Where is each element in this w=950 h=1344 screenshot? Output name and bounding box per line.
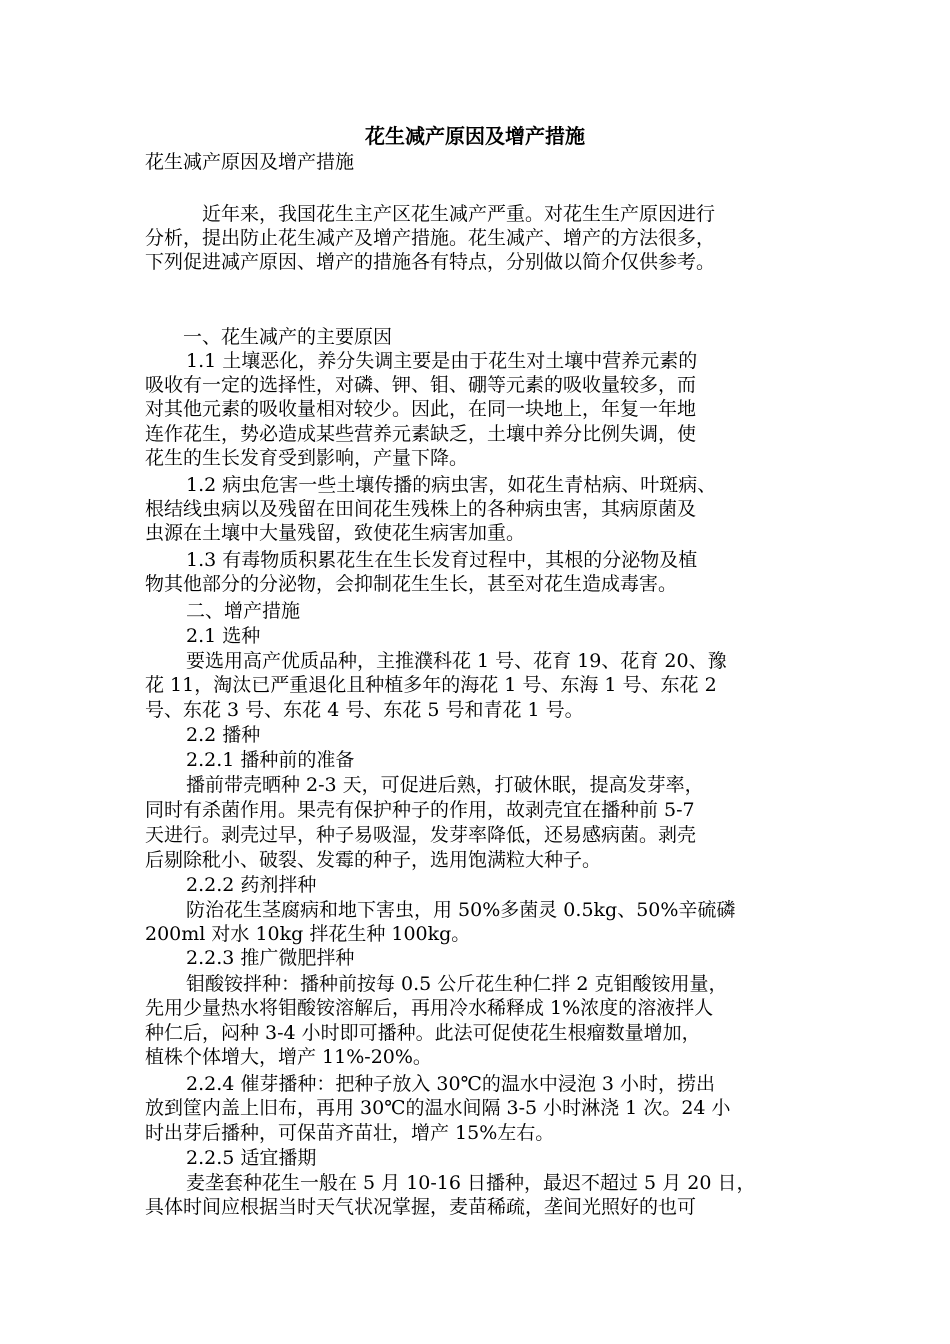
section-heading: 二、增产措施 — [186, 600, 301, 622]
paragraph-line: 吸收有一定的选择性，对磷、钾、钼、硼等元素的吸收量较多，而 — [145, 374, 697, 396]
paragraph-line: 植株个体增大，增产 11%-20%。 — [145, 1046, 432, 1068]
paragraph-line: 分析，提出防止花生减产及增产措施。花生减产、增产的方法很多， — [145, 227, 716, 249]
paragraph-line: 天进行。剥壳过早，种子易吸湿，发芽率降低，还易感病菌。剥壳 — [145, 824, 697, 846]
paragraph-line: 麦垄套种花生一般在 5 月 10-16 日播种，最迟不超过 5 月 20 日， — [186, 1172, 756, 1194]
paragraph-line: 下列促进减产原因、增产的措施各有特点，分别做以简介仅供参考。 — [145, 251, 716, 273]
paragraph-line: 防治花生茎腐病和地下害虫，用 50%多菌灵 0.5kg、50%辛硫磷 — [186, 899, 736, 921]
paragraph-line: 根结线虫病以及残留在田间花生残株上的各种病虫害，其病原菌及 — [145, 498, 697, 520]
paragraph-line: 钼酸铵拌种：播种前按每 0.5 公斤花生种仁拌 2 克钼酸铵用量， — [186, 973, 728, 995]
paragraph-line: 号、东花 3 号、东花 4 号、东花 5 号和青花 1 号。 — [145, 699, 584, 721]
section-heading: 一、花生减产的主要原因 — [183, 326, 393, 348]
paragraph-line: 放到筐内盖上旧布，再用 30℃的温水间隔 3-5 小时淋浇 1 次。24 小 — [145, 1097, 731, 1119]
paragraph-line: 1.3 有毒物质积累花生在生长发育过程中，其根的分泌物及植 — [186, 549, 698, 571]
paragraph-line: 时出芽后播种，可保苗齐苗壮，增产 15%左右。 — [145, 1122, 555, 1144]
paragraph-line: 同时有杀菌作用。果壳有保护种子的作用，故剥壳宜在播种前 5-7 — [145, 799, 695, 821]
paragraph-line: 1.2 病虫危害一些土壤传播的病虫害，如花生青枯病、叶斑病、 — [186, 474, 717, 496]
paragraph-line: 后剔除秕小、破裂、发霉的种子，选用饱满粒大种子。 — [145, 849, 602, 871]
paragraph-line: 连作花生，势必造成某些营养元素缺乏，土壤中养分比例失调，使 — [145, 423, 697, 445]
subsection-heading: 2.1 选种 — [186, 625, 261, 647]
document-subtitle: 花生减产原因及增产措施 — [145, 151, 355, 173]
paragraph-line: 播前带壳晒种 2-3 天，可促进后熟，打破休眠，提高发芽率， — [186, 774, 704, 796]
paragraph-line: 先用少量热水将钼酸铵溶解后，再用冷水稀释成 1%浓度的溶液拌人 — [145, 997, 714, 1019]
paragraph-line: 近年来，我国花生主产区花生减产严重。对花生生产原因进行 — [202, 203, 716, 225]
paragraph-line: 200ml 对水 10kg 拌花生种 100kg。 — [145, 923, 471, 945]
subsection-heading: 2.2.3 推广微肥拌种 — [186, 947, 355, 969]
paragraph-line: 2.2.4 催芽播种：把种子放入 30℃的温水中浸泡 3 小时，捞出 — [186, 1073, 716, 1095]
subsection-heading: 2.2 播种 — [186, 724, 261, 746]
subsection-heading: 2.2.2 药剂拌种 — [186, 874, 317, 896]
subsection-heading: 2.2.5 适宜播期 — [186, 1147, 317, 1169]
subsection-heading: 2.2.1 播种前的准备 — [186, 749, 355, 771]
paragraph-line: 种仁后，闷种 3-4 小时即可播种。此法可促使花生根瘤数量增加， — [145, 1022, 701, 1044]
paragraph-line: 要选用高产优质品种，主推濮科花 1 号、花育 19、花育 20、豫 — [186, 650, 727, 672]
document-title: 花生减产原因及增产措施 — [365, 124, 585, 148]
paragraph-line: 对其他元素的吸收量相对较少。因此，在同一块地上，年复一年地 — [145, 398, 697, 420]
paragraph-line: 1.1 土壤恶化，养分失调主要是由于花生对土壤中营养元素的 — [186, 350, 698, 372]
paragraph-line: 物其他部分的分泌物，会抑制花生生长，甚至对花生造成毒害。 — [145, 573, 678, 595]
paragraph-line: 花生的生长发育受到影响，产量下降。 — [145, 447, 469, 469]
paragraph-line: 具体时间应根据当时天气状况掌握，麦苗稀疏，垄间光照好的也可 — [145, 1196, 697, 1218]
paragraph-line: 花 11，淘汰已严重退化且种植多年的海花 1 号、东海 1 号、东花 2 — [145, 674, 717, 696]
paragraph-line: 虫源在土壤中大量残留，致使花生病害加重。 — [145, 522, 526, 544]
